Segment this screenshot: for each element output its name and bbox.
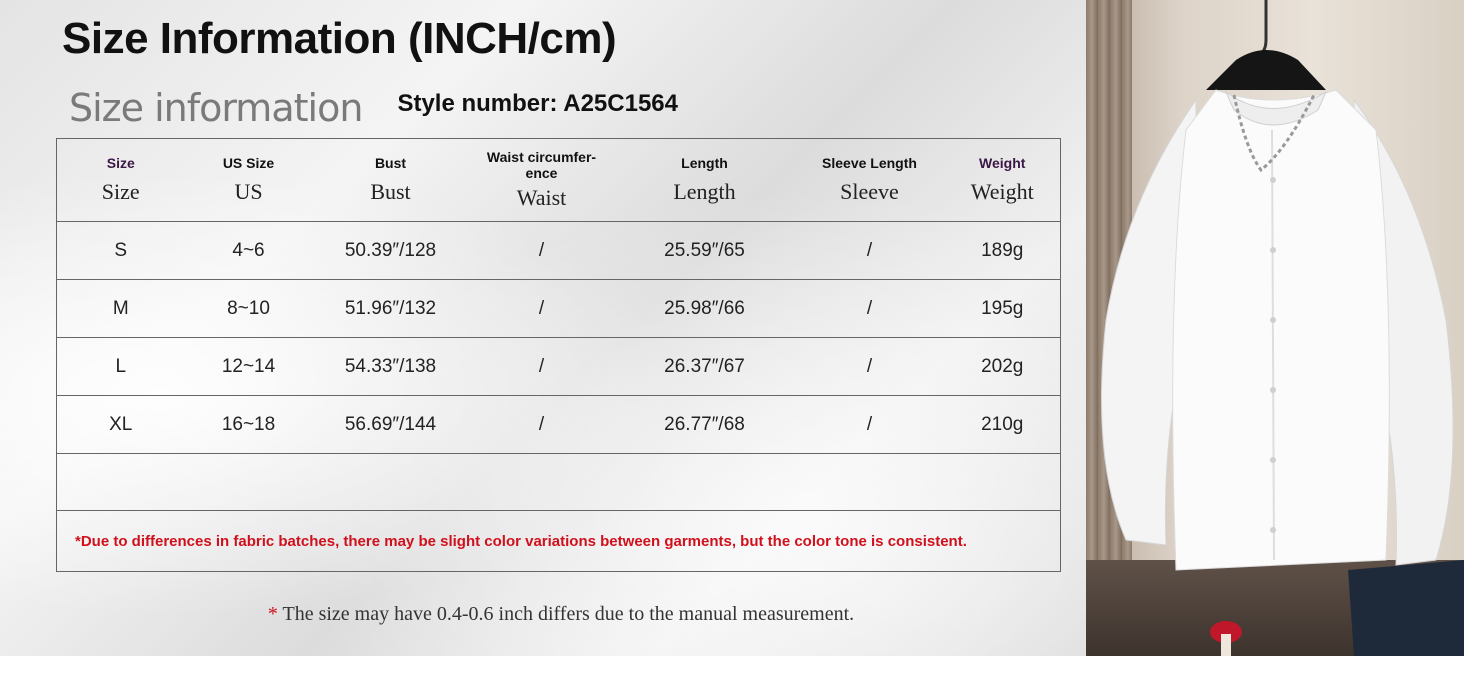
- size-cell: L: [57, 338, 185, 396]
- table-row: [57, 396, 1061, 454]
- column-header: [615, 139, 795, 222]
- bust-cell: 56.69″/144: [313, 396, 469, 454]
- column-header-label: Waist circumfer- ence: [486, 149, 597, 181]
- column-header: [469, 139, 615, 222]
- sleeve-cell: /: [795, 280, 945, 338]
- column-header: [57, 139, 185, 222]
- waist-cell: /: [469, 338, 615, 396]
- measurement-footnote: [0, 603, 1122, 626]
- style-number: Style number: A25C1564: [397, 90, 678, 117]
- column-header-label: Bust: [374, 155, 407, 171]
- column-header-serif: Sleeve: [840, 179, 899, 204]
- waist-cell: /: [469, 396, 615, 454]
- waist-cell: /: [469, 280, 615, 338]
- column-header-label: Size: [106, 155, 135, 171]
- us-size-cell: 8~10: [185, 280, 313, 338]
- weight-cell: 195g: [945, 280, 1061, 338]
- column-header-label: Sleeve Length: [822, 155, 917, 171]
- bust-cell: 50.39″/128: [313, 222, 469, 280]
- sleeve-cell: /: [795, 338, 945, 396]
- page-title: Size Information (INCH/cm): [62, 14, 617, 63]
- color-note-row: [57, 511, 1061, 572]
- column-header-serif: US: [234, 179, 263, 204]
- sleeve-cell: /: [795, 396, 945, 454]
- column-header: [795, 139, 945, 222]
- blouse-illustration: [1086, 0, 1464, 656]
- bust-cell: 51.96″/132: [313, 280, 469, 338]
- sleeve-cell: /: [795, 222, 945, 280]
- column-header-label: Length: [681, 155, 728, 171]
- column-header: [185, 139, 313, 222]
- column-header-serif: Size: [101, 179, 140, 204]
- empty-table-row: [57, 454, 1061, 511]
- column-header-serif: Bust: [370, 179, 411, 204]
- length-cell: 25.98″/66: [615, 280, 795, 338]
- bust-cell: 54.33″/138: [313, 338, 469, 396]
- size-cell: M: [57, 280, 185, 338]
- empty-cell: [57, 454, 1061, 511]
- table-row: [57, 222, 1061, 280]
- table-row: [57, 280, 1061, 338]
- column-header-serif: Weight: [970, 179, 1034, 204]
- table-row: [57, 338, 1061, 396]
- us-size-cell: 16~18: [185, 396, 313, 454]
- size-cell: S: [57, 222, 185, 280]
- length-cell: 26.77″/68: [615, 396, 795, 454]
- weight-cell: 202g: [945, 338, 1061, 396]
- waist-cell: /: [469, 222, 615, 280]
- column-header-serif: Waist: [516, 185, 567, 210]
- color-note: *Due to differences in fabric batches, there may be slight color variations between garments, but the color tone is consistent.: [57, 511, 1061, 572]
- us-size-cell: 12~14: [185, 338, 313, 396]
- length-cell: 25.59″/65: [615, 222, 795, 280]
- column-header-serif: Length: [673, 179, 736, 204]
- footnote-asterisk: *: [267, 603, 278, 625]
- column-header-label: Weight: [979, 155, 1026, 171]
- column-header: [945, 139, 1061, 222]
- us-size-cell: 4~6: [185, 222, 313, 280]
- product-photo: [1086, 0, 1464, 656]
- size-table: [56, 138, 1061, 572]
- section-subtitle: Size information: [69, 86, 363, 130]
- column-header-label: US Size: [222, 155, 275, 171]
- weight-cell: 189g: [945, 222, 1061, 280]
- table-header-row: [57, 139, 1061, 222]
- column-header: [313, 139, 469, 222]
- weight-cell: 210g: [945, 396, 1061, 454]
- footnote-text: The size may have 0.4-0.6 inch differs due to the manual measurement.: [282, 603, 855, 625]
- size-cell: XL: [57, 396, 185, 454]
- length-cell: 26.37″/67: [615, 338, 795, 396]
